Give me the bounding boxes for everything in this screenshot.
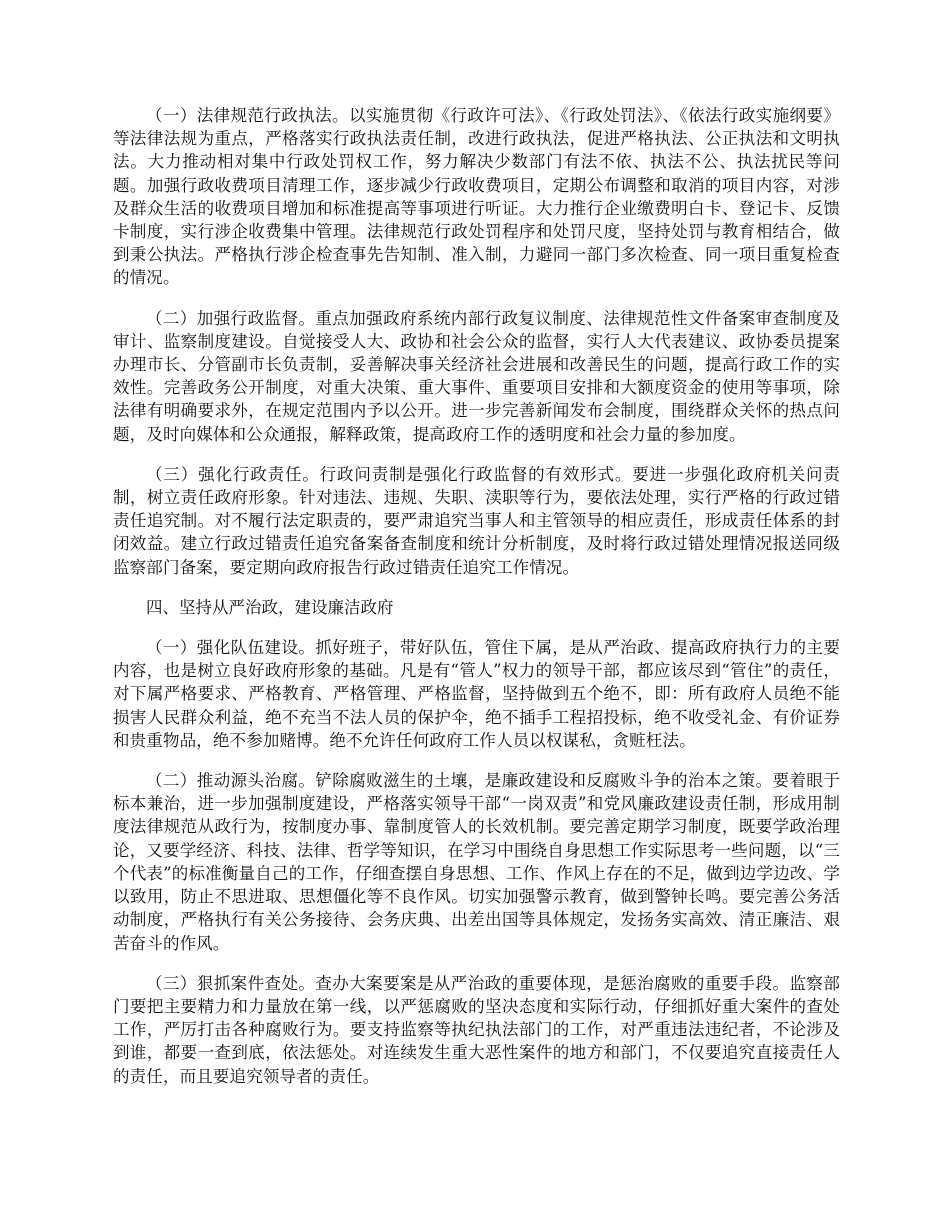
document-page — [113, 104, 840, 1105]
section-heading: 四、坚持从严治政，建设廉洁政府 — [146, 597, 394, 617]
paragraph-team-building: （一）强化队伍建设。抓好班子，带好队伍，管住下属，是从严治政、提高政府执行力的主要内容，也是树立良好政府形象的基础。凡是有“管人”权力的领导干部，都应该尽到“管住”的责任，对下属严格要求、严格教育、严格管理、严格监督，坚持做到五个绝不，即：所有政府人员绝不能损害人民群众利益，绝不充当不法人员的保护伞，绝不插手工程招投标，绝不收受礼金、有价证券和贵重物品，绝不参加赌博。绝不允许任何政府工作人员以权谋私，贪赃枉法。 — [113, 638, 840, 750]
paragraph-source-governance: （二）推动源头治腐。铲除腐败滋生的土壤，是廉政建设和反腐败斗争的治本之策。要着眼于标本兼治，进一步加强制度建设，严格落实领导干部“一岗双责”和党风廉政建设责任制，形成用制度法律规范从政行为，按制度办事、靠制度管人的长效机制。要完善定期学习制度，既要学政治理论，又要学经济、科技、法律、哲学等知识，在学习中围绕自身思想工作实际思考一些问题，以“三个代表”的标准衡量自己的工作，仔细查摆自身思想、工作、作风上存在的不足，做到边学边改、学以致用，防止不思进取、思想僵化等不良作风。切实加强警示教育，做到警钟长鸣。要完善公务活动制度，严格执行有关公务接待、会务庆典、出差出国等具体规定，发扬务实高效、清正廉洁、艰苦奋斗的作风。 — [113, 771, 840, 953]
paragraph-law-enforcement: （一）法律规范行政执法。以实施贯彻《行政许可法》、《行政处罚法》、《依法行政实施纲要》等法律法规为重点，严格落实行政执法责任制，改进行政执法，促进严格执法、公正执法和文明执法。大力推动相对集中行政处罚权工作，努力解决少数部门有法不依、执法不公、执法扰民等问题。加强行政收费项目清理工作，逐步减少行政收费项目，定期公布调整和取消的项目内容，对涉及群众生活的收费项目增加和标准提高等事项进行听证。大力推行企业缴费明白卡、登记卡、反馈卡制度，实行涉企收费集中管理。法律规范行政处罚程序和处罚尺度，坚持处罚与教育相结合，做到秉公执法。严格执行涉企检查事先告知制、准入制，力避同一部门多次检查、同一项目重复检查的情况。 — [113, 106, 840, 288]
paragraph-responsibility: （三）强化行政责任。行政问责制是强化行政监督的有效形式。要进一步强化政府机关问责制，树立责任政府形象。针对违法、违规、失职、渎职等行为，要依法处理，实行严格的行政过错责任追究制。对不履行法定职责的，要严肃追究当事人和主管领导的相应责任，形成责任体系的封闭效益。建立行政过错责任追究备案备查制度和统计分析制度，及时将行政过错处理情况报送同级监察部门备案，要定期向政府报告行政过错责任追究工作情况。 — [113, 464, 840, 577]
paragraph-supervision: （二）加强行政监督。重点加强政府系统内部行政复议制度、法律规范性文件备案审查制度及审计、监察制度建设。自觉接受人大、政协和社会公众的监督，实行人大代表建议、政协委员提案办理市长、分管副市长负责制，妥善解决事关经济社会进展和改善民生的问题，提高行政工作的实效性。完善政务公开制度，对重大决策、重大事件、重要项目安排和大额度资金的使用等事项，除法律有明确要求外，在规定范围内予以公开。进一步完善新闻发布会制度，围绕群众关怀的热点问题，及时向媒体和公众通报，解释政策，提高政府工作的透明度和社会力量的参加度。 — [113, 308, 840, 444]
paragraph-case-handling: （三）狠抓案件查处。查办大案要案是从严治政的重要体现，是惩治腐败的重要手段。监察部门要把主要精力和力量放在第一线，以严惩腐败的坚决态度和实际行动，仔细抓好重大案件的查处工作，严厉打击各种腐败行为。要支持监察等执纪执法部门的工作，对严重违法违纪者，不论涉及到谁，都要一查到底，依法惩处。对连续发生重大恶性案件的地方和部门，不仅要追究直接责任人的责任，而且要追究领导者的责任。 — [113, 973, 840, 1086]
